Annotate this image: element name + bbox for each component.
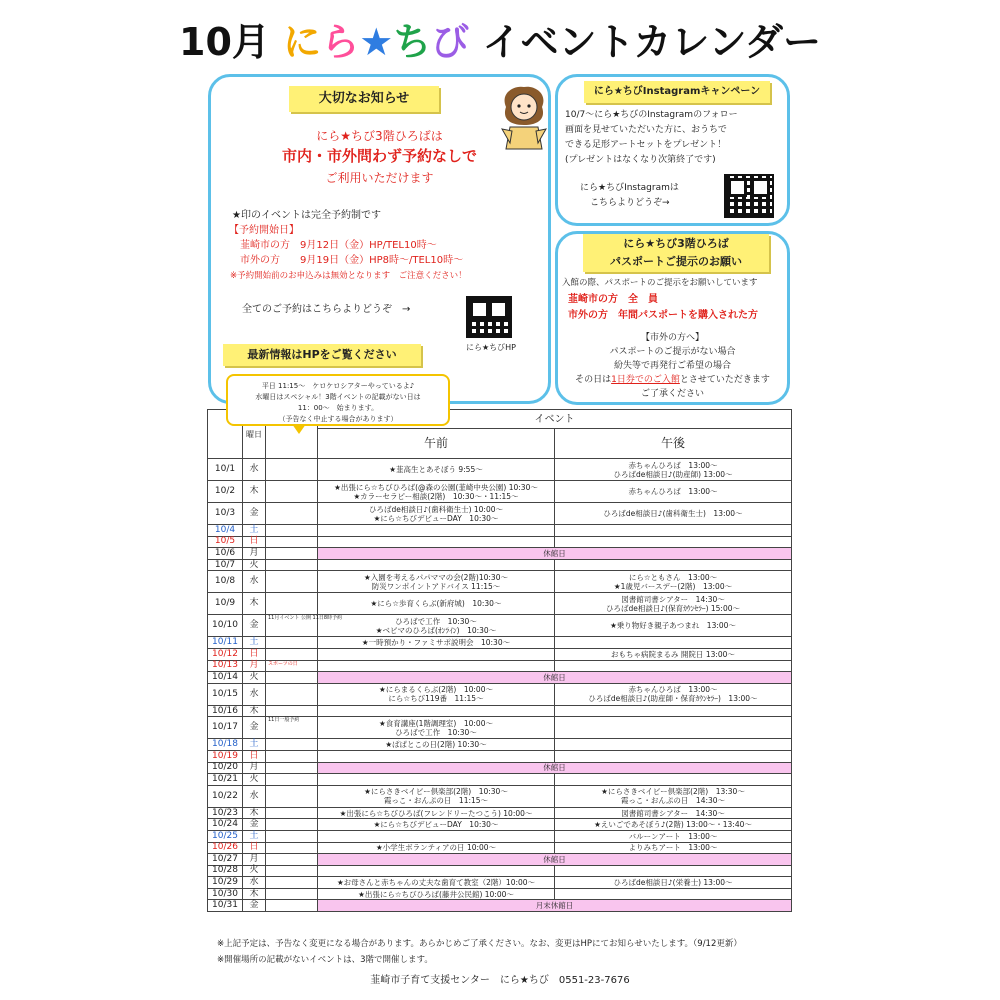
- instagram-link-1: にら★ちびInstagramは: [580, 183, 679, 193]
- instagram-body-4: (プレゼントはなくなり次第終了です): [565, 155, 716, 165]
- am-event-cell: [318, 536, 555, 548]
- date-cell: 10/26: [208, 842, 243, 854]
- passport-heading: [583, 234, 769, 272]
- am-event-cell: [318, 615, 555, 637]
- calendar-row: [208, 819, 792, 831]
- instagram-body-1: 10/7～にら★ちびのInstagramのフォロー: [565, 110, 738, 120]
- am-event-line: ★お母さんと赤ちゃんの丈夫な歯育て教室（2階）10:00～: [336, 878, 536, 888]
- am-event-cell: [318, 503, 555, 525]
- calendar-row: [208, 615, 792, 637]
- pm-event-line: ひろばde相談日♪(保育ｶｳﾝｾﾗｰ) 15:00～: [605, 603, 740, 613]
- pm-event-line: 図書館司書シアター 14:30～: [621, 594, 725, 604]
- pm-event-cell: [555, 830, 792, 842]
- note-cell: [266, 536, 318, 548]
- am-event-line: ★出張にら☆ちびひろば(@森の公園(韮崎中央公園) 10:30～: [334, 482, 538, 492]
- weekday-cell: 金: [243, 717, 266, 739]
- pm-event-line: にら☆ともさん 13:00～: [628, 572, 718, 582]
- pm-event-line: ひろばde相談日♪(歯科衛生士) 13:00～: [603, 509, 743, 518]
- pm-event-cell: [555, 774, 792, 786]
- weekday-cell: 水: [243, 459, 266, 481]
- am-event-cell: [318, 637, 555, 649]
- title-brand: にら★ちび: [283, 20, 470, 64]
- note-cell: [266, 877, 318, 889]
- weekday-cell: 日: [243, 842, 266, 854]
- calendar-row: [208, 842, 792, 854]
- pm-event-cell: [555, 571, 792, 593]
- pm-event-cell: [555, 819, 792, 831]
- note-cell: [266, 750, 318, 762]
- note-cell: [266, 503, 318, 525]
- am-event-line: ★出張にら☆ちびひろば(フレンドリーたつこう) 10:00～: [339, 808, 533, 818]
- hp-qr-label: にら★ちびHP: [466, 343, 517, 352]
- note-cell: [266, 854, 318, 866]
- date-cell: 10/10: [208, 615, 243, 637]
- am-event-line: 防災ワンポイントアドバイス 11:15～: [371, 581, 501, 591]
- note-cell: [266, 637, 318, 649]
- weekday-cell: 木: [243, 807, 266, 819]
- footer-note-1: ※上記予定は、予告なく変更になる場合があります。あらかじめご了承ください。なお、変更はHPにてお知らせいたします。（9/12更新）: [217, 939, 742, 949]
- reserve-start-label: 【予約開始日】: [229, 225, 299, 236]
- notice-line1: にら★ちび3階ひろばは: [316, 129, 443, 143]
- calendar-row: [208, 571, 792, 593]
- pm-event-cell: [555, 559, 792, 571]
- date-cell: 10/5: [208, 536, 243, 548]
- am-event-cell: [318, 648, 555, 660]
- weekday-cell: 火: [243, 774, 266, 786]
- calendar-row: [208, 888, 792, 900]
- weekday-cell: 月: [243, 660, 266, 672]
- weekday-cell: 金: [243, 900, 266, 912]
- note-cell: [266, 888, 318, 900]
- date-cell: 10/9: [208, 593, 243, 615]
- date-cell: 10/14: [208, 672, 243, 684]
- calendar-row: [208, 593, 792, 615]
- date-cell: 10/29: [208, 877, 243, 889]
- pm-event-cell: [555, 842, 792, 854]
- am-event-line: ★カラーセラピー相談(2階) 10:30～・11:15～: [353, 491, 519, 501]
- calendar-row: [208, 548, 792, 560]
- passport-sub: 【市外の方へ】: [640, 333, 704, 343]
- date-cell: 10/16: [208, 705, 243, 717]
- kerokero-bubble: 平日 11:15～ ケロケロシアターやっているよ♪ 水曜日はスペシャル！3階イベントの記載がない日は 11：00～ 始まります。 （予告なく中止する場合があります）: [226, 374, 450, 426]
- pm-event-line: 赤ちゃんひろば 13:00～: [628, 487, 718, 496]
- calendar-row: [208, 774, 792, 786]
- passport-line1: パスポートのご提示がない場合: [609, 347, 736, 357]
- instagram-body-2: 画面を見せていただいた方に、おうちで: [565, 125, 727, 135]
- pm-event-line: ひろばde相談日♪(助産師・保育ｶｳﾝｾﾗｰ) 13:00～: [588, 694, 758, 704]
- calendar-row: [208, 900, 792, 912]
- am-event-line: 霞っこ・おんぷの日 11:15～: [383, 796, 489, 806]
- footer-note-2: ※開催場所の記載がないイベントは、3階で開催します。: [217, 955, 433, 965]
- instagram-qr-code[interactable]: [724, 174, 774, 218]
- pm-event-cell: [555, 739, 792, 751]
- note-cell: 11月イベント 公開 11日8時予約: [266, 615, 318, 637]
- date-cell: 10/31: [208, 900, 243, 912]
- am-event-cell: [318, 705, 555, 717]
- weekday-cell: 木: [243, 593, 266, 615]
- instagram-body-3: できる足形アートセットをプレゼント！: [565, 140, 727, 150]
- note-cell: [266, 559, 318, 571]
- am-event-line: ★入園を考えるパパママの会(2階)10:30～: [364, 572, 508, 582]
- passport-heading-line2: パスポートご提示のお願い: [610, 255, 742, 268]
- pm-event-cell: [555, 683, 792, 705]
- note-cell: [266, 481, 318, 503]
- header-dow-cell: 曜日: [243, 410, 266, 459]
- date-cell: 10/6: [208, 548, 243, 560]
- am-event-line: ひろばde相談日♪(歯科衛生士) 10:00～: [368, 504, 503, 514]
- pm-event-line: ひろばde相談日♪(助産師) 13:00～: [613, 469, 733, 479]
- pm-event-cell: [555, 536, 792, 548]
- am-event-line: ひろばで工作 10:30～: [395, 616, 477, 626]
- instagram-heading: にら★ちびInstagramキャンペーン: [584, 81, 770, 103]
- calendar-row: [208, 648, 792, 660]
- calendar-row: [208, 877, 792, 889]
- calendar-row: [208, 559, 792, 571]
- am-event-line: ★にらまるくらぶ(2階) 10:00～: [379, 685, 493, 695]
- date-cell: 10/28: [208, 865, 243, 877]
- closed-day-cell: 休館日: [318, 548, 792, 560]
- weekday-cell: 金: [243, 503, 266, 525]
- pm-event-cell: [555, 503, 792, 525]
- pm-event-cell: [555, 705, 792, 717]
- weekday-cell: 土: [243, 739, 266, 751]
- date-cell: 10/25: [208, 830, 243, 842]
- weekday-cell: 水: [243, 571, 266, 593]
- pm-event-cell: [555, 593, 792, 615]
- am-event-cell: [318, 660, 555, 672]
- date-cell: 10/3: [208, 503, 243, 525]
- am-event-cell: [318, 888, 555, 900]
- pm-event-line: おもちゃ病院まるみ 開院日 13:00～: [611, 649, 735, 659]
- page-title: [0, 18, 1000, 66]
- am-event-cell: [318, 807, 555, 819]
- weekday-cell: 月: [243, 548, 266, 560]
- closed-day-cell: 月末休館日: [318, 900, 792, 912]
- pm-event-line: 霞っこ・おんぷの日 14:30～: [620, 796, 726, 806]
- notice-line2: 市内・市外問わず予約なしで: [281, 147, 477, 165]
- pm-event-line: ★乗り物好き親子あつまれ 13:00～: [610, 621, 736, 631]
- weekday-cell: 月: [243, 762, 266, 774]
- pm-event-cell: [555, 481, 792, 503]
- am-event-cell: [318, 481, 555, 503]
- note-cell: [266, 571, 318, 593]
- pm-event-cell: [555, 785, 792, 807]
- note-cell: [266, 459, 318, 481]
- pm-event-cell: [555, 637, 792, 649]
- notice-line3: ご利用いただけます: [325, 171, 434, 185]
- reserve-warning: ※予約開始前のお申込みは無効となります ご注意ください！: [230, 271, 467, 281]
- all-reserve-link[interactable]: 全てのご予約はこちらよりどうぞ →: [242, 304, 411, 315]
- note-cell: [266, 785, 318, 807]
- date-cell: 10/11: [208, 637, 243, 649]
- weekday-cell: 日: [243, 648, 266, 660]
- calendar-row: [208, 854, 792, 866]
- date-cell: 10/30: [208, 888, 243, 900]
- weekday-cell: 木: [243, 705, 266, 717]
- am-event-cell: [318, 865, 555, 877]
- weekday-cell: 金: [243, 615, 266, 637]
- pm-event-cell: [555, 807, 792, 819]
- am-event-line: ★韮高生とあそぼう 9:55～: [389, 465, 483, 474]
- weekday-cell: 水: [243, 683, 266, 705]
- footer-contact: 韮崎市子育て支援センター にら★ちび 0551-23-7676: [370, 975, 630, 986]
- closed-day-cell: 休館日: [318, 672, 792, 684]
- date-cell: 10/18: [208, 739, 243, 751]
- am-event-line: ★一時預かり・ファミサポ説明会 10:30～: [361, 638, 511, 648]
- hp-qr-code[interactable]: [466, 296, 512, 338]
- header-event: イベント: [318, 410, 792, 429]
- am-event-line: にら☆ちび119番 11:15～: [388, 694, 484, 704]
- date-cell: 10/15: [208, 683, 243, 705]
- pm-event-line: 図書館司書シアター 14:30～: [621, 808, 725, 818]
- note-cell: [266, 819, 318, 831]
- note-cell: [266, 525, 318, 537]
- date-cell: 10/12: [208, 648, 243, 660]
- date-cell: 10/20: [208, 762, 243, 774]
- date-cell: 10/19: [208, 750, 243, 762]
- am-event-cell: [318, 830, 555, 842]
- passport-heading-line1: にら★ちび3階ひろば: [623, 237, 729, 250]
- date-cell: 10/7: [208, 559, 243, 571]
- calendar-row: [208, 459, 792, 481]
- weekday-cell: 金: [243, 819, 266, 831]
- date-cell: 10/4: [208, 525, 243, 537]
- am-event-cell: [318, 750, 555, 762]
- calendar-row: [208, 717, 792, 739]
- am-event-cell: [318, 717, 555, 739]
- date-cell: 10/21: [208, 774, 243, 786]
- am-event-line: ★にらさきベイビー倶楽部(2階) 10:30～: [364, 787, 508, 797]
- note-cell: [266, 672, 318, 684]
- header-pm: 午後: [555, 429, 792, 459]
- calendar-row: [208, 865, 792, 877]
- notice-heading: 大切なお知らせ: [289, 86, 439, 112]
- passport-line2: 紛失等で再発行ご希望の場合: [613, 361, 731, 371]
- pm-event-cell: [555, 877, 792, 889]
- instagram-link-2[interactable]: こちらよりどうぞ→: [590, 198, 670, 208]
- weekday-cell: 月: [243, 854, 266, 866]
- am-event-cell: [318, 774, 555, 786]
- calendar-row: [208, 705, 792, 717]
- am-event-line: ★ベビマのひろば(ｵﾝﾗｲﾝ) 10:30～: [375, 625, 497, 635]
- title-month: 10月: [179, 20, 270, 64]
- date-cell: 10/27: [208, 854, 243, 866]
- pm-event-cell: [555, 615, 792, 637]
- pm-event-line: バルーンアート 13:00～: [628, 831, 718, 841]
- latest-info-banner[interactable]: 最新情報はHPをご覧ください: [223, 344, 421, 366]
- pm-event-line: よりみちアート 13:00～: [628, 843, 718, 853]
- note-cell: [266, 683, 318, 705]
- pm-event-line: ★にらさきベイビー倶楽部(2階) 13:30～: [601, 787, 745, 797]
- am-event-line: ★にら☆ちびデビューDAY 10:30～: [373, 513, 499, 523]
- pm-event-cell: [555, 648, 792, 660]
- am-event-cell: [318, 459, 555, 481]
- date-cell: 10/2: [208, 481, 243, 503]
- pm-event-cell: [555, 525, 792, 537]
- note-cell: 11日一般予約: [266, 717, 318, 739]
- passport-line4: ご了承ください: [640, 389, 704, 399]
- am-event-line: ★出張にら☆ちびひろば(藤井公民館) 10:00～: [358, 889, 514, 899]
- reserve-city-row: 韮崎市の方 9月12日（金）HP/TEL10時～: [240, 240, 437, 251]
- am-event-cell: [318, 785, 555, 807]
- calendar-row: [208, 785, 792, 807]
- am-event-cell: [318, 877, 555, 889]
- calendar-row: [208, 739, 792, 751]
- pm-event-line: ★えいごであそぼう♪(2階) 13:00～・13:40～: [594, 820, 752, 830]
- title-text: イベントカレンダー: [482, 20, 821, 64]
- date-cell: 10/23: [208, 807, 243, 819]
- calendar-body: [208, 459, 792, 912]
- am-event-line: ひろばで工作 10:30～: [395, 727, 477, 737]
- am-event-line: ★小学生ボランティアの日 10:00～: [375, 843, 497, 853]
- date-cell: 10/24: [208, 819, 243, 831]
- am-event-cell: [318, 739, 555, 751]
- calendar-row: [208, 481, 792, 503]
- pm-event-cell: [555, 717, 792, 739]
- calendar-row: [208, 807, 792, 819]
- note-cell: [266, 774, 318, 786]
- weekday-cell: 木: [243, 481, 266, 503]
- date-cell: 10/17: [208, 717, 243, 739]
- date-cell: 10/1: [208, 459, 243, 481]
- am-event-cell: [318, 559, 555, 571]
- am-event-cell: [318, 683, 555, 705]
- am-event-line: ★ぱぱとこの日(2階) 10:30～: [385, 740, 487, 750]
- pm-event-cell: [555, 660, 792, 672]
- closed-day-cell: 休館日: [318, 854, 792, 866]
- note-cell: [266, 762, 318, 774]
- weekday-cell: 日: [243, 536, 266, 548]
- pm-event-line: ★1歳児バースデー(2階) 13:00～: [613, 581, 733, 591]
- am-event-line: ★にら☆歩育くらぶ(新府城) 10:30～: [370, 599, 502, 609]
- date-cell: 10/8: [208, 571, 243, 593]
- note-cell: [266, 865, 318, 877]
- calendar-row: [208, 503, 792, 525]
- closed-day-cell: 休館日: [318, 762, 792, 774]
- pm-event-line: 赤ちゃんひろば 13:00～: [628, 460, 718, 470]
- weekday-cell: 土: [243, 637, 266, 649]
- calendar-row: [208, 762, 792, 774]
- weekday-cell: 水: [243, 877, 266, 889]
- weekday-cell: 火: [243, 672, 266, 684]
- weekday-cell: 火: [243, 559, 266, 571]
- date-cell: 10/13: [208, 660, 243, 672]
- am-event-line: ★にら☆ちびデビューDAY 10:30～: [373, 820, 499, 830]
- date-cell: 10/22: [208, 785, 243, 807]
- am-event-line: ★食育講座(1階調理室) 10:00～: [379, 718, 493, 728]
- am-event-cell: [318, 593, 555, 615]
- note-cell: スポーツの日: [266, 660, 318, 672]
- header-am: 午前: [318, 429, 555, 459]
- calendar-row: [208, 660, 792, 672]
- am-event-cell: [318, 819, 555, 831]
- pm-event-cell: [555, 750, 792, 762]
- am-event-cell: [318, 571, 555, 593]
- am-event-cell: [318, 525, 555, 537]
- note-cell: [266, 739, 318, 751]
- passport-line3: その日は1日券でのご入館とさせていただきます: [575, 375, 770, 385]
- note-cell: [266, 548, 318, 560]
- passport-outside: 市外の方 年間パスポートを購入された方: [568, 310, 758, 321]
- pm-event-line: 赤ちゃんひろば 13:00～: [628, 685, 718, 695]
- passport-intro: 入館の際、パスポートのご提示をお願いしています: [562, 278, 758, 288]
- pm-event-cell: [555, 459, 792, 481]
- calendar-row: [208, 830, 792, 842]
- calendar-row: [208, 525, 792, 537]
- note-cell: [266, 900, 318, 912]
- note-cell: [266, 648, 318, 660]
- weekday-cell: 日: [243, 750, 266, 762]
- event-calendar-table: [207, 409, 792, 912]
- calendar-row: [208, 750, 792, 762]
- calendar-row: [208, 536, 792, 548]
- calendar-row: [208, 672, 792, 684]
- weekday-cell: 水: [243, 785, 266, 807]
- note-cell: [266, 842, 318, 854]
- reserve-note: ★印のイベントは完全予約制です: [232, 210, 381, 221]
- am-event-cell: [318, 842, 555, 854]
- note-cell: [266, 807, 318, 819]
- calendar-row: [208, 637, 792, 649]
- pm-event-cell: [555, 865, 792, 877]
- weekday-cell: 火: [243, 865, 266, 877]
- pm-event-cell: [555, 888, 792, 900]
- weekday-cell: 土: [243, 830, 266, 842]
- reserve-outside-row: 市外の方 9月19日（金）HP8時～/TEL10時～: [240, 255, 464, 266]
- pm-event-line: ひろばde相談日♪(栄養士) 13:00～: [613, 878, 733, 888]
- note-cell: [266, 830, 318, 842]
- passport-city: 韮崎市の方 全 員: [568, 294, 658, 305]
- calendar-row: [208, 683, 792, 705]
- weekday-cell: 木: [243, 888, 266, 900]
- note-cell: [266, 705, 318, 717]
- weekday-cell: 土: [243, 525, 266, 537]
- note-cell: [266, 593, 318, 615]
